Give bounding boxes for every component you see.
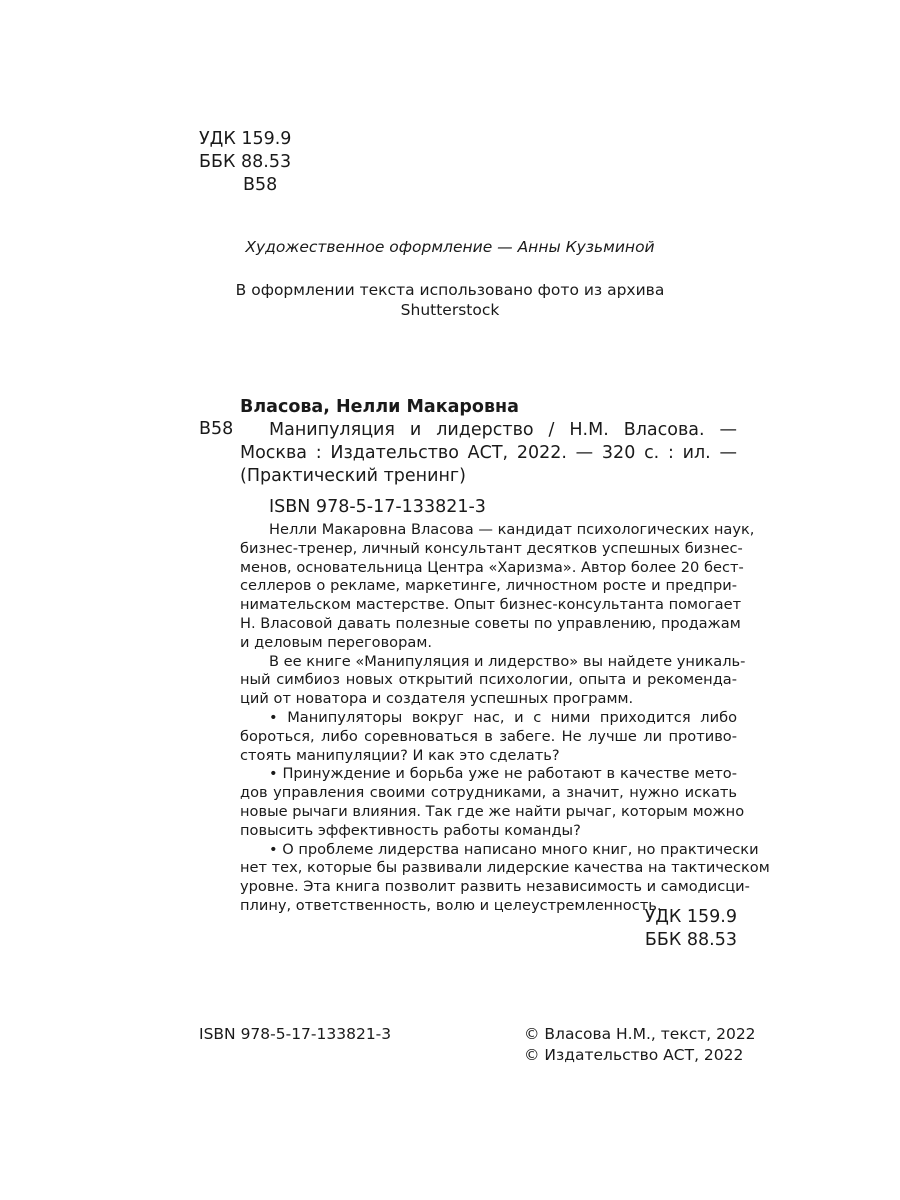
annotation-line: Н. Власовой давать полезные советы по управлению, продажам <box>240 614 741 632</box>
udk-code-bottom: УДК 159.9 <box>644 907 737 927</box>
copyright-publisher: © Издательство АСТ, 2022 <box>524 1046 744 1064</box>
bibliographic-line: Москва : Издательство АСТ, 2022. — 320 с. : ил. — <box>240 443 737 463</box>
annotation-line: новые рычаги влияния. Так где же найти рычаг, которым можно <box>240 802 745 820</box>
annotation-bullet-line: • Принуждение и борьба уже не работают в качестве мето- <box>269 765 737 783</box>
annotation-line: нет тех, которые бы развивали лидерские качества на тактическом <box>240 859 770 877</box>
annotation-line: повысить эффективность работы команды? <box>240 821 581 839</box>
author-mark-top: В58 <box>243 175 278 195</box>
catalog-author: Власова, Нелли Макаровна <box>240 397 519 417</box>
annotation-line: дов управления своими сотрудниками, а значит, нужно искать <box>240 784 737 802</box>
catalog-code: В58 <box>199 419 234 439</box>
bibliographic-line: (Практический тренинг) <box>240 466 466 486</box>
annotation-line: менов, основательница Центра «Харизма». Автор более 20 бест- <box>240 558 744 576</box>
annotation-line: бизнес-тренер, личный консультант десятков успешных бизнес- <box>240 539 743 557</box>
annotation-line: Нелли Макаровна Власова — кандидат психологических наук, <box>269 521 755 538</box>
catalog-isbn: ISBN 978-5-17-133821-3 <box>269 497 486 517</box>
copyright-author: © Власова Н.М., текст, 2022 <box>524 1025 756 1043</box>
annotation-line: бороться, либо соревноваться в забеге. Не лучше ли противо- <box>240 727 737 745</box>
bbk-code-bottom: ББК 88.53 <box>644 930 737 950</box>
photo-credit-line1: В оформлении текста использовано фото из архива <box>235 281 665 299</box>
annotation-line: нимательском мастерстве. Опыт бизнес-консультанта помогает <box>240 596 742 614</box>
annotation-bullet-line: • Манипуляторы вокруг нас, и с ними приходится либо <box>269 708 737 726</box>
annotation-line: плину, ответственность, волю и целеустремленность. <box>240 896 662 914</box>
bibliographic-line: Манипуляция и лидерство / Н.М. Власова. — <box>269 420 737 440</box>
annotation-line: В ее книге «Манипуляция и лидерство» вы найдете уникаль- <box>269 652 746 670</box>
annotation-line: уровне. Эта книга позволит развить независимость и самодисци- <box>240 878 750 896</box>
footer-isbn: ISBN 978-5-17-133821-3 <box>199 1025 392 1043</box>
design-credit: Художественное оформление — Анны Кузьминой <box>245 238 655 256</box>
annotation <box>240 521 770 916</box>
annotation-line: селлеров о рекламе, маркетинге, личностном росте и предпри- <box>240 577 737 595</box>
annotation-line: ный симбиоз новых открытий психологии, опыта и рекоменда- <box>240 671 737 689</box>
udk-code-top: УДК 159.9 <box>199 129 292 149</box>
bbk-code-top: ББК 88.53 <box>199 152 292 172</box>
annotation-line: и деловым переговорам. <box>240 633 432 651</box>
annotation-line: стоять манипуляции? И как это сделать? <box>240 746 560 764</box>
annotation-bullet-line: • О проблеме лидерства написано много книг, но практически <box>269 840 759 858</box>
annotation-line: ций от новатора и создателя успешных программ. <box>240 690 634 708</box>
photo-credit-line2: Shutterstock <box>400 301 500 319</box>
